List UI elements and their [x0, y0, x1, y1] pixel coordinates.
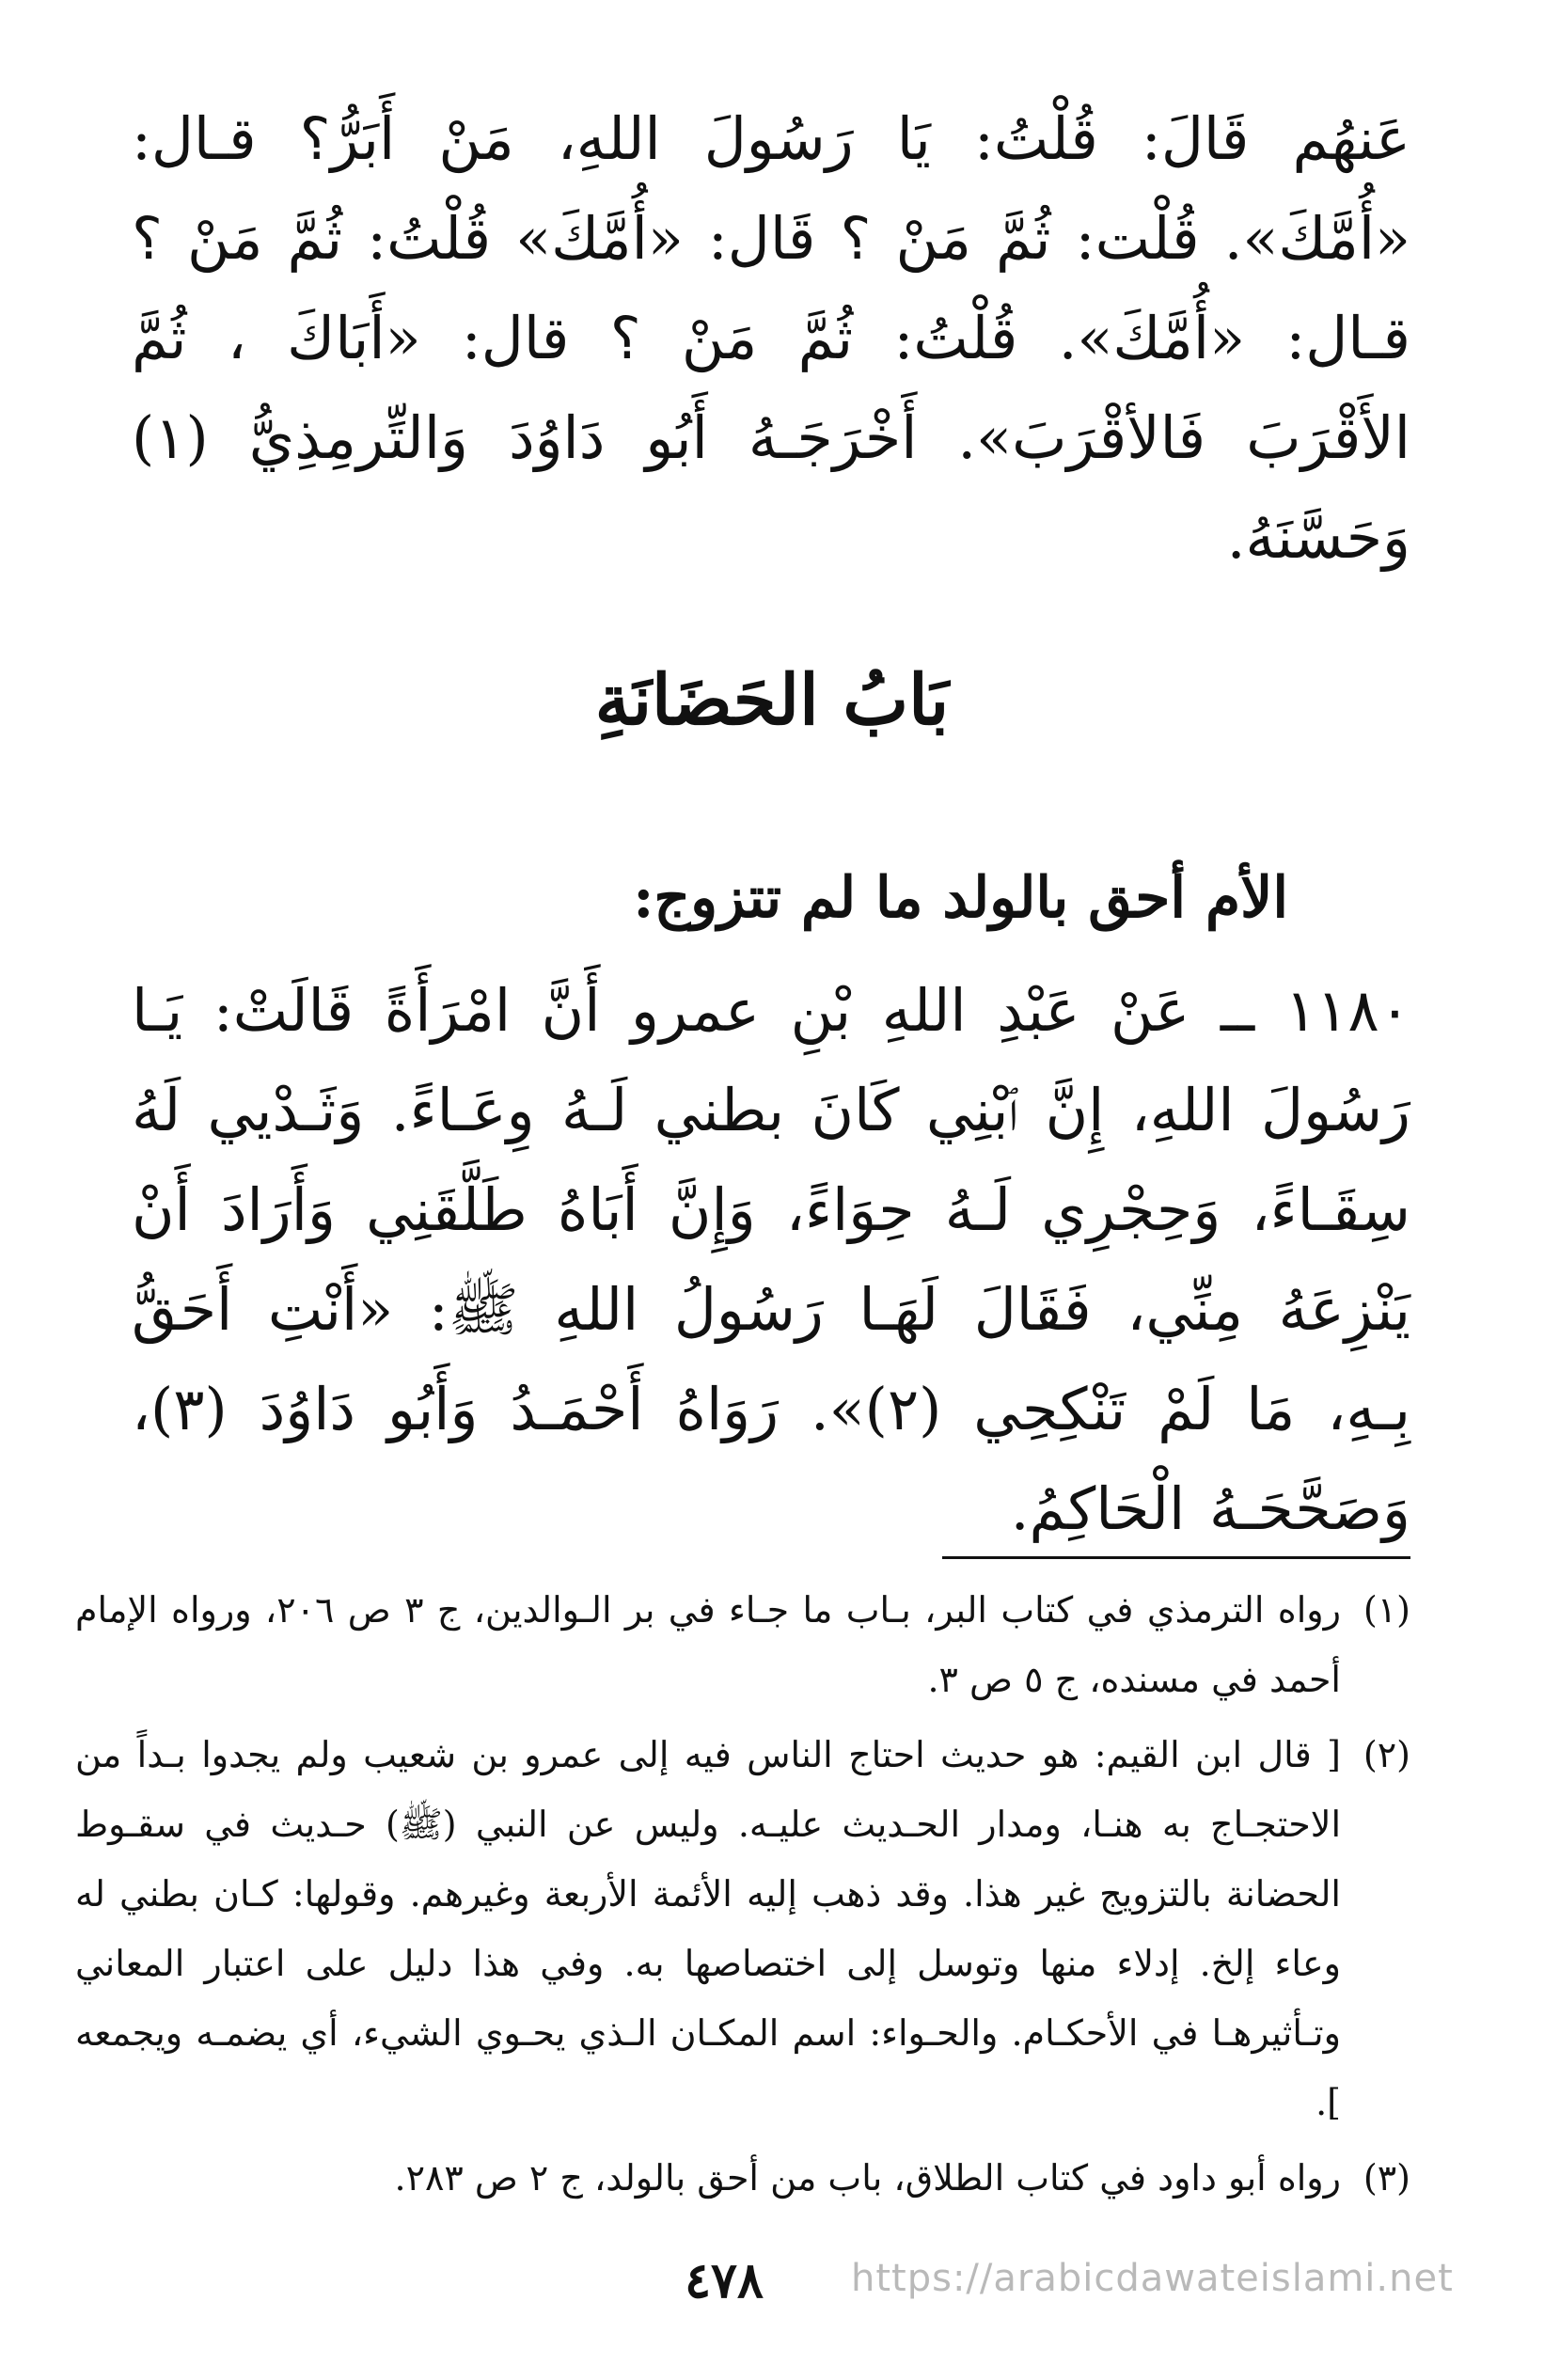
footnote-text: رواه أبو داود في كتاب الطلاق، باب من أحق بالولد، ج ٢ ص ٢٨٣.	[394, 2157, 1341, 2199]
page-number: ٤٧٨	[685, 2252, 764, 2309]
footnote-divider	[942, 1556, 1410, 1559]
footnote-number: (١)	[1363, 1589, 1410, 1631]
footnotes	[75, 1575, 1410, 2218]
footnote-2	[75, 1720, 1410, 2137]
footnote-text: رواه الترمذي في كتاب البر، بـاب ما جـاء في بر الـوالدين، ج ٣ ص ٢٠٦، ورواه الإمام أحمد في مسنده، ج ٥ ص ٣.	[75, 1589, 1341, 1700]
footnote-text: [ قال ابن القيم: هو حديث احتاج الناس فيه إلى عمرو بن شعيب ولم يجدوا بـداً من الاحتجـاج به هنـا، ومدار الحـديث عليـه. وليس عن النبي (ﷺ) حـديث في سقـوط الحضانة بالتزويج غير هذا. وقد ذهب إليه الأئمة الأربعة وغيرهم. وقولها: كـان بطني له وعاء إلخ. إدلاء منها وتوسل إلى اختصاصها به. وفي هذا دليل على اعتبار المعاني وتـأثيرهـا في الأحكـام. والحـواء: اسم المكـان الـذي يحـوي الشيء، أي يضمـه ويجمعه ].	[75, 1734, 1341, 2123]
footnote-3	[75, 2143, 1410, 2213]
footnote-1	[75, 1575, 1410, 1714]
footnote-number: (٣)	[1363, 2157, 1410, 2199]
section-heading: الأم أحق بالولد ما لم تتزوج:	[633, 865, 1288, 931]
watermark-url: https://arabicdawateislami.net	[851, 2257, 1454, 2300]
chapter-title: بَابُ الحَضَانَةِ	[594, 660, 950, 741]
intro-paragraph: عَنهُم قَالَ: قُلْتُ: يَا رَسُولَ اللهِ، مَنْ أَبَرُّ؟ قـال: «أُمَّكَ». قُلْت: ثُمَّ مَنْ ؟ قَال: «أُمَّكَ» قُلْتُ: ثُمَّ مَنْ ؟ قـال: «أُمَّكَ». قُلْتُ: ثُمَّ مَنْ ؟ قال: «أَبَاكَ ، ثُمَّ الأَقْرَبَ فَالأقْرَبَ». أَخْرَجَـهُ أَبُو دَاوُدَ وَالتِّرمِذِيُّ (١) وَحَسَّنَهُ.	[132, 104, 1410, 572]
hadith-paragraph: ١١٨٠ ــ عَنْ عَبْدِ اللهِ بْنِ عمرو أَنَّ امْرَأَةً قَالَتْ: يَـا رَسُولَ اللهِ، إِنَّ ٱبْنِي كَانَ بطني لَـهُ وِعَـاءً. وَثَـدْيي لَهُ سِقَـاءً، وَحِجْرِي لَـهُ حِوَاءً، وَإِنَّ أَبَاهُ طَلَّقَنِي وَأَرَادَ أَنْ يَنْزِعَهُ مِنِّي، فَقَالَ لَهَـا رَسُولُ اللهِ ﷺ: «أَنْتِ أَحَقُّ بِـهِ، مَا لَمْ تَنْكِحِي (٢)». رَوَاهُ أَحْمَـدُ وَأَبُو دَاوُدَ (٣)، وَصَحَّحَـهُ الْحَاكِمُ.	[132, 976, 1410, 1543]
footnote-number: (٢)	[1363, 1734, 1410, 1775]
